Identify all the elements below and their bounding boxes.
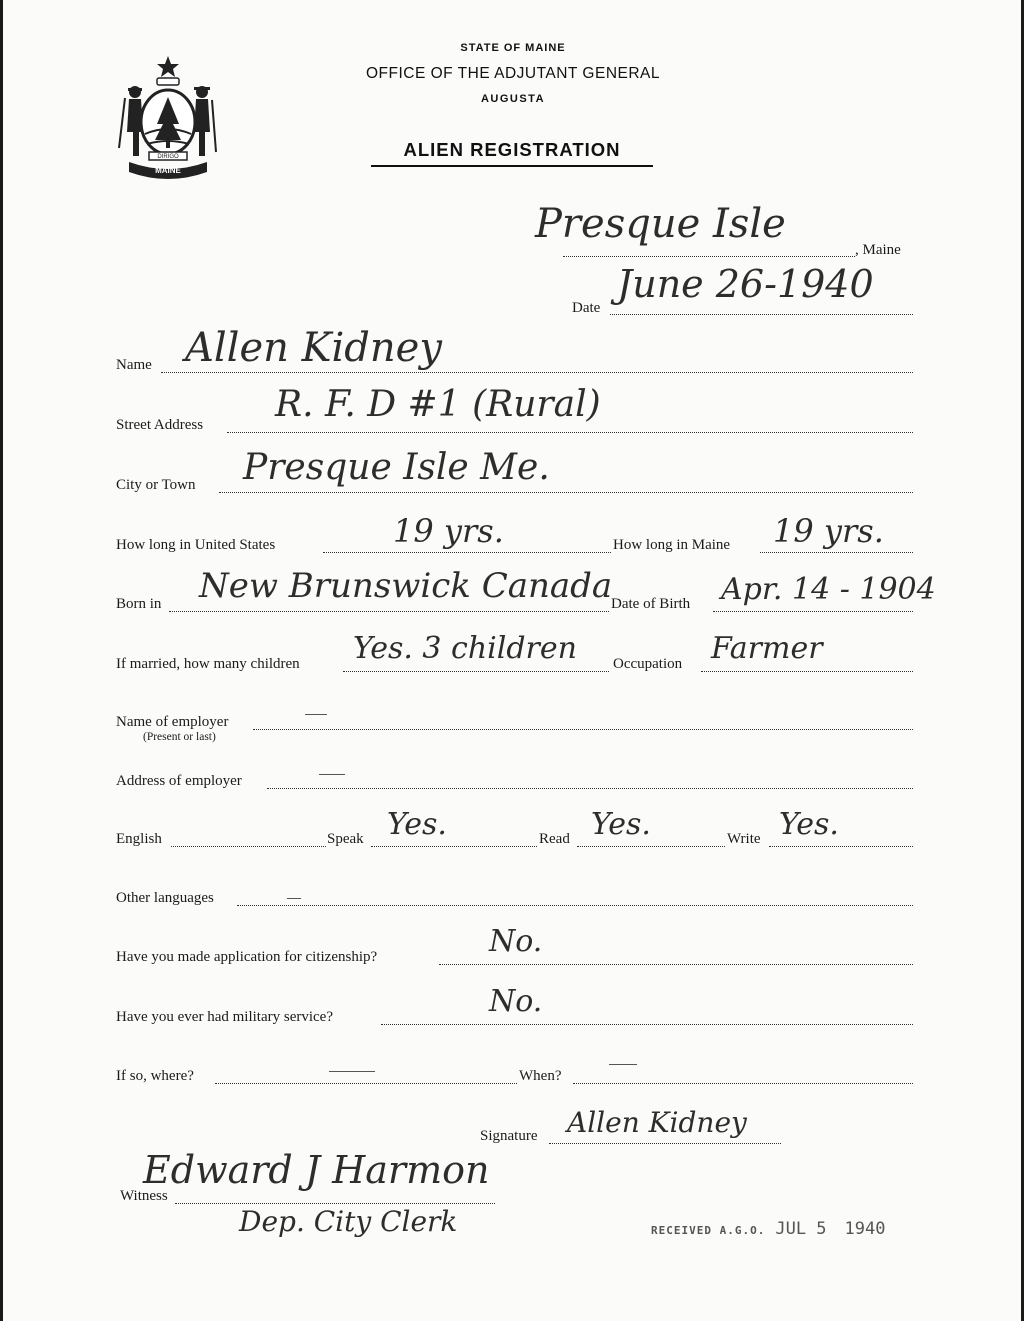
- born-in-line: [169, 611, 609, 612]
- speak-line: [371, 846, 537, 847]
- witness-value: Edward J Harmon: [143, 1148, 490, 1192]
- employer-address-line: [267, 788, 913, 789]
- date-label: Date: [572, 300, 601, 316]
- other-languages-dash: [287, 898, 301, 899]
- signature-value: Allen Kidney: [567, 1106, 747, 1139]
- city-line: [219, 492, 913, 493]
- military-line: [381, 1024, 913, 1025]
- signature-label: Signature: [480, 1128, 538, 1144]
- occupation-label: Occupation: [613, 656, 683, 672]
- citizenship-value: No.: [489, 924, 543, 959]
- born-in-value: New Brunswick Canada: [199, 566, 613, 606]
- read-line: [577, 846, 725, 847]
- street-line: [227, 432, 913, 433]
- employer-name-label: Name of employer: [116, 714, 229, 730]
- how-long-us-value: 19 yrs.: [393, 512, 504, 550]
- employer-address-dash: [319, 774, 345, 775]
- write-value: Yes.: [779, 807, 839, 842]
- other-languages-line: [237, 905, 913, 906]
- name-label: Name: [116, 357, 152, 373]
- children-value: Yes. 3 children: [353, 631, 577, 666]
- how-long-maine-label: How long in Maine: [613, 537, 731, 553]
- form-title: ALIEN REGISTRATION: [371, 139, 653, 167]
- date-value: June 26-1940: [617, 262, 874, 306]
- military-value: No.: [489, 984, 543, 1019]
- date-of-birth-value: Apr. 14 - 1904: [721, 572, 936, 607]
- when-line: [573, 1083, 913, 1084]
- read-label: Read: [539, 831, 570, 847]
- other-languages-label: Other languages: [116, 890, 214, 906]
- write-line: [769, 846, 913, 847]
- when-dash: [609, 1064, 637, 1065]
- how-long-us-label: How long in United States: [116, 537, 276, 553]
- date-of-birth-label: Date of Birth: [611, 596, 691, 612]
- occupation-value: Farmer: [711, 631, 823, 666]
- military-label: Have you ever had military service?: [116, 1009, 333, 1025]
- city-label: City or Town: [116, 477, 196, 493]
- where-dash: [329, 1071, 375, 1072]
- english-line: [171, 846, 326, 847]
- city-value: Presque Isle Me.: [243, 447, 550, 488]
- place-value: Presque Isle: [535, 201, 786, 247]
- street-value: R. F. D #1 (Rural): [275, 384, 601, 425]
- children-label: If married, how many children: [116, 656, 300, 672]
- where-label: If so, where?: [116, 1068, 194, 1084]
- name-value: Allen Kidney: [185, 325, 442, 371]
- how-long-maine-value: 19 yrs.: [773, 512, 884, 550]
- svg-text:MAINE: MAINE: [155, 166, 181, 175]
- citizenship-line: [439, 964, 913, 965]
- when-label: When?: [519, 1068, 562, 1084]
- svg-text:DIRIGO: DIRIGO: [157, 154, 179, 160]
- place-maine-label: , Maine: [855, 242, 901, 258]
- header-office: OFFICE OF THE ADJUTANT GENERAL: [365, 65, 661, 82]
- employer-address-label: Address of employer: [116, 773, 242, 789]
- how-long-us-line: [323, 552, 611, 553]
- speak-value: Yes.: [387, 807, 447, 842]
- received-stamp: [651, 1219, 885, 1239]
- born-in-label: Born in: [116, 596, 162, 612]
- where-line: [215, 1083, 517, 1084]
- witness-label: Witness: [120, 1188, 168, 1204]
- street-label: Street Address: [116, 417, 204, 433]
- employer-name-dash: [305, 714, 327, 715]
- employer-name-line: [253, 729, 913, 730]
- signature-line: [549, 1143, 781, 1144]
- place-line: [563, 256, 855, 257]
- stamp-text: RECEIVED A.G.O.: [651, 1224, 766, 1237]
- speak-label: Speak: [327, 831, 364, 847]
- witness-line: [175, 1203, 495, 1204]
- write-label: Write: [727, 831, 761, 847]
- stamp-month-day: JUL 5: [775, 1219, 827, 1239]
- date-of-birth-line: [713, 611, 913, 612]
- name-line: [161, 372, 913, 373]
- witness-title: Dep. City Clerk: [239, 1205, 458, 1238]
- header-city: AUGUSTA: [480, 93, 546, 105]
- english-label: English: [116, 831, 162, 847]
- read-value: Yes.: [591, 807, 651, 842]
- maine-state-seal-icon: [115, 52, 221, 180]
- children-line: [343, 671, 609, 672]
- header-state: STATE OF MAINE: [460, 42, 566, 54]
- occupation-line: [701, 671, 913, 672]
- stamp-year: 1940: [844, 1219, 886, 1239]
- employer-name-sublabel: (Present or last): [143, 731, 216, 743]
- date-line: [610, 314, 913, 315]
- citizenship-label: Have you made application for citizenship?: [116, 949, 378, 965]
- how-long-maine-line: [760, 552, 913, 553]
